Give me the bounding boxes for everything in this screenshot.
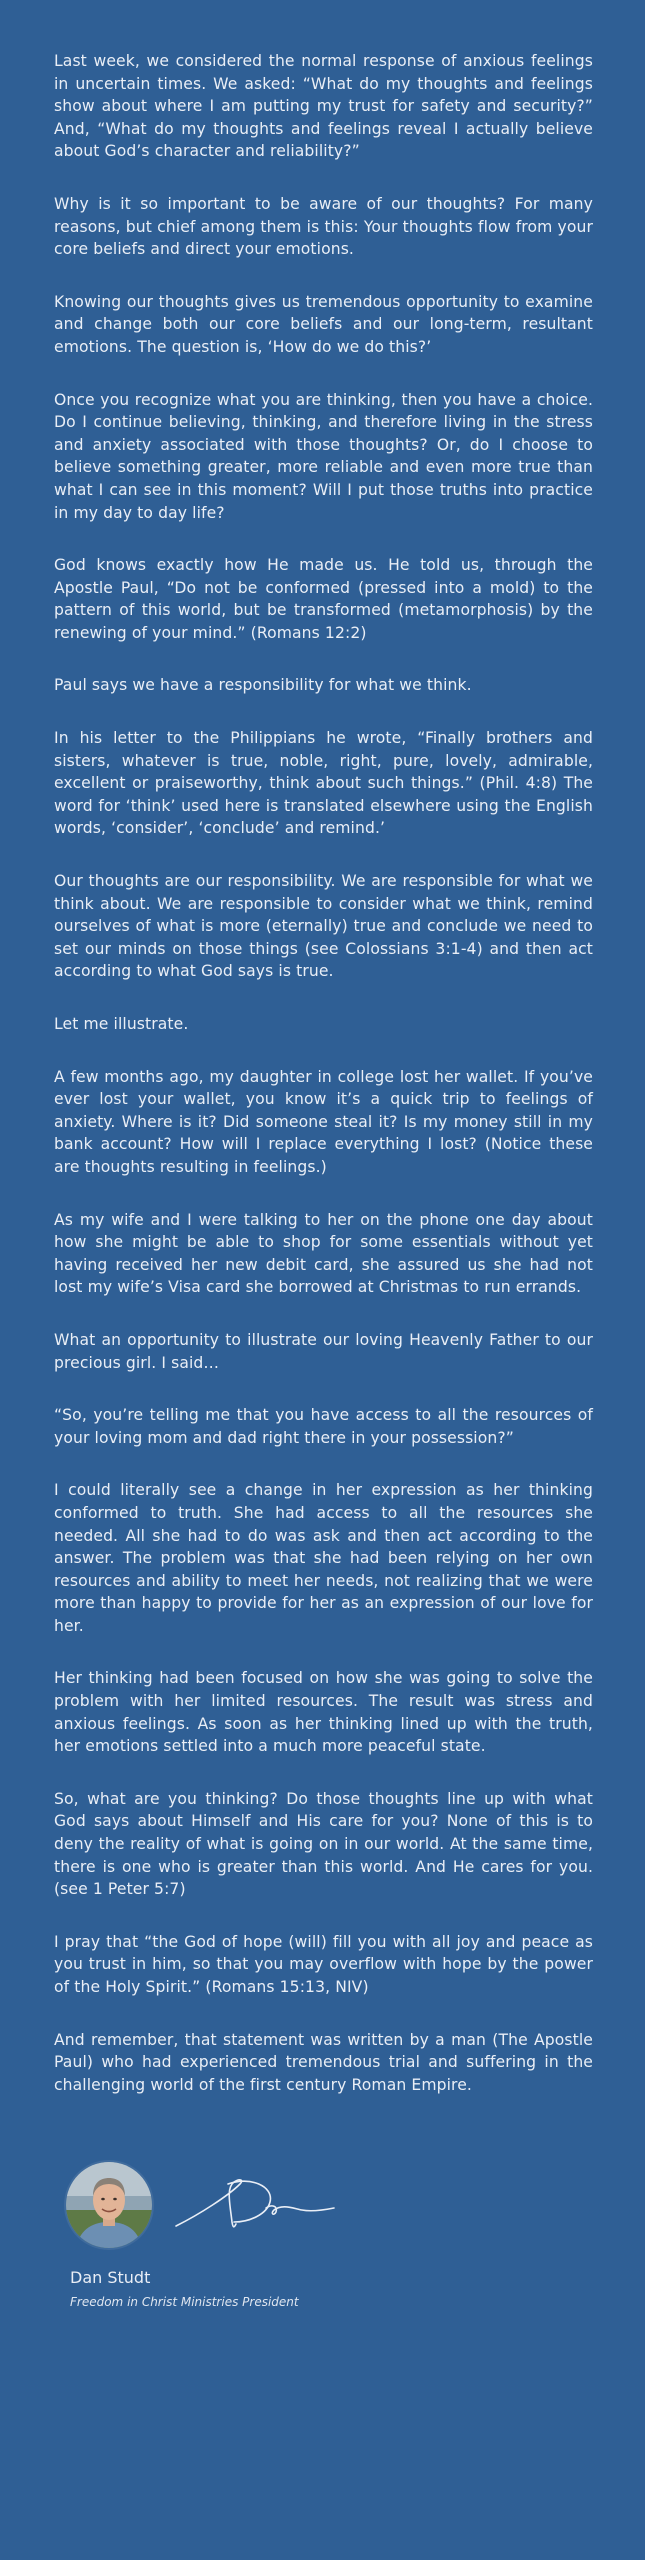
author-photo-icon (66, 2162, 152, 2248)
author-name: Dan Studt (70, 2268, 151, 2288)
paragraph: Paul says we have a responsibility for what we think. (54, 676, 472, 695)
paragraph: In his letter to the Philippians he wrote, “Finally brothers and sisters, whatever is true, noble, right, pure, lovely, admirable, excellent or praiseworthy, think about such things.” (Phil. 4:8) The word for ‘think’ used here is translated elsewhere using the English words, ‘consider’, ‘conclude’ and remind.’ (54, 729, 593, 838)
paragraph: “So, you’re telling me that you have access to all the resources of your loving mom and dad right there in your possession?” (54, 1406, 593, 1447)
article-body (54, 50, 593, 2096)
paragraph: Once you recognize what you are thinking, then you have a choice. Do I continue believing, thinking, and therefore living in the stress and anxiety associated with those thoughts? Or, do I choose to believe something greater, more reliable and even more true than what I can see in this moment? Will I put those truths into practice in my day to day life? (54, 390, 593, 522)
paragraph: Last week, we considered the normal response of anxious feelings in uncertain times. We asked: “What do my thoughts and feelings show about where I am putting my trust for safety and security?” And, “What do my thoughts and feelings reveal I actually believe about God’s character and reliability?” (54, 52, 593, 161)
author-avatar (66, 2162, 152, 2248)
paragraph: A few months ago, my daughter in college lost her wallet. If you’ve ever lost your wallet, you know it’s a quick trip to feelings of anxiety. Where is it? Did someone steal it? Is my money still in my bank account? How will I replace everything I lost? (Notice these are thoughts resulting in feelings.) (54, 1067, 593, 1176)
author-title: Freedom in Christ Ministries President (70, 2295, 299, 2310)
paragraph: Our thoughts are our responsibility. We are responsible for what we think about. We are responsible to consider what we think, remind ourselves of what is more (eternally) true and conclude we need to set our minds on those things (see Colossians 3:1-4) and then act according to what God says is true. (54, 872, 593, 981)
paragraph: I could literally see a change in her expression as her thinking conformed to truth. She had access to all the resources she needed. All she had to do was ask and then act according to the answer. The problem was that she had been relying on her own resources and ability to meet her needs, not realizing that we were more than happy to provide for her as an expression of our love for her. (54, 1481, 593, 1635)
paragraph: God knows exactly how He made us. He told us, through the Apostle Paul, “Do not be conformed (pressed into a mold) to the pattern of this world, but be transformed (metamorphosis) by the renewing of your mind.” (Romans 12:2) (54, 556, 593, 642)
paragraph: I pray that “the God of hope (will) fill you with all joy and peace as you trust in him, so that you may overflow with hope by the power of the Holy Spirit.” (Romans 15:13, NIV) (54, 1932, 593, 1996)
paragraph: And remember, that statement was written by a man (The Apostle Paul) who had experienced tremendous trial and suffering in the challenging world of the first century Roman Empire. (54, 2030, 593, 2094)
signature-block (66, 2162, 593, 2248)
paragraph: Let me illustrate. (54, 1015, 189, 1033)
paragraph: What an opportunity to illustrate our loving Heavenly Father to our precious girl. I said… (54, 1330, 593, 1372)
signature-scribble-icon (170, 2170, 340, 2240)
paragraph: As my wife and I were talking to her on the phone one day about how she might be able to shop for some essentials without yet having received her new debit card, she assured us she had not lost my wife’s Visa card she borrowed at Christmas to run errands. (54, 1210, 593, 1297)
paragraph: Her thinking had been focused on how she was going to solve the problem with her limited resources. The result was stress and anxious feelings. As soon as her thinking lined up with the truth, her emotions settled into a much more peaceful state. (54, 1669, 593, 1756)
paragraph: Knowing our thoughts gives us tremendous opportunity to examine and change both our core beliefs and our long-term, resultant emotions. The question is, ‘How do we do this?’ (54, 292, 593, 356)
paragraph: So, what are you thinking? Do those thoughts line up with what God says about Himself and His care for you? None of this is to deny the reality of what is going on in our world. At the same time, there is one who is greater than this world. And He cares for you. (see 1 Peter 5:7) (54, 1789, 593, 1899)
paragraph: Why is it so important to be aware of our thoughts? For many reasons, but chief among them is this: Your thoughts flow from your core beliefs and direct your emotions. (54, 194, 593, 259)
